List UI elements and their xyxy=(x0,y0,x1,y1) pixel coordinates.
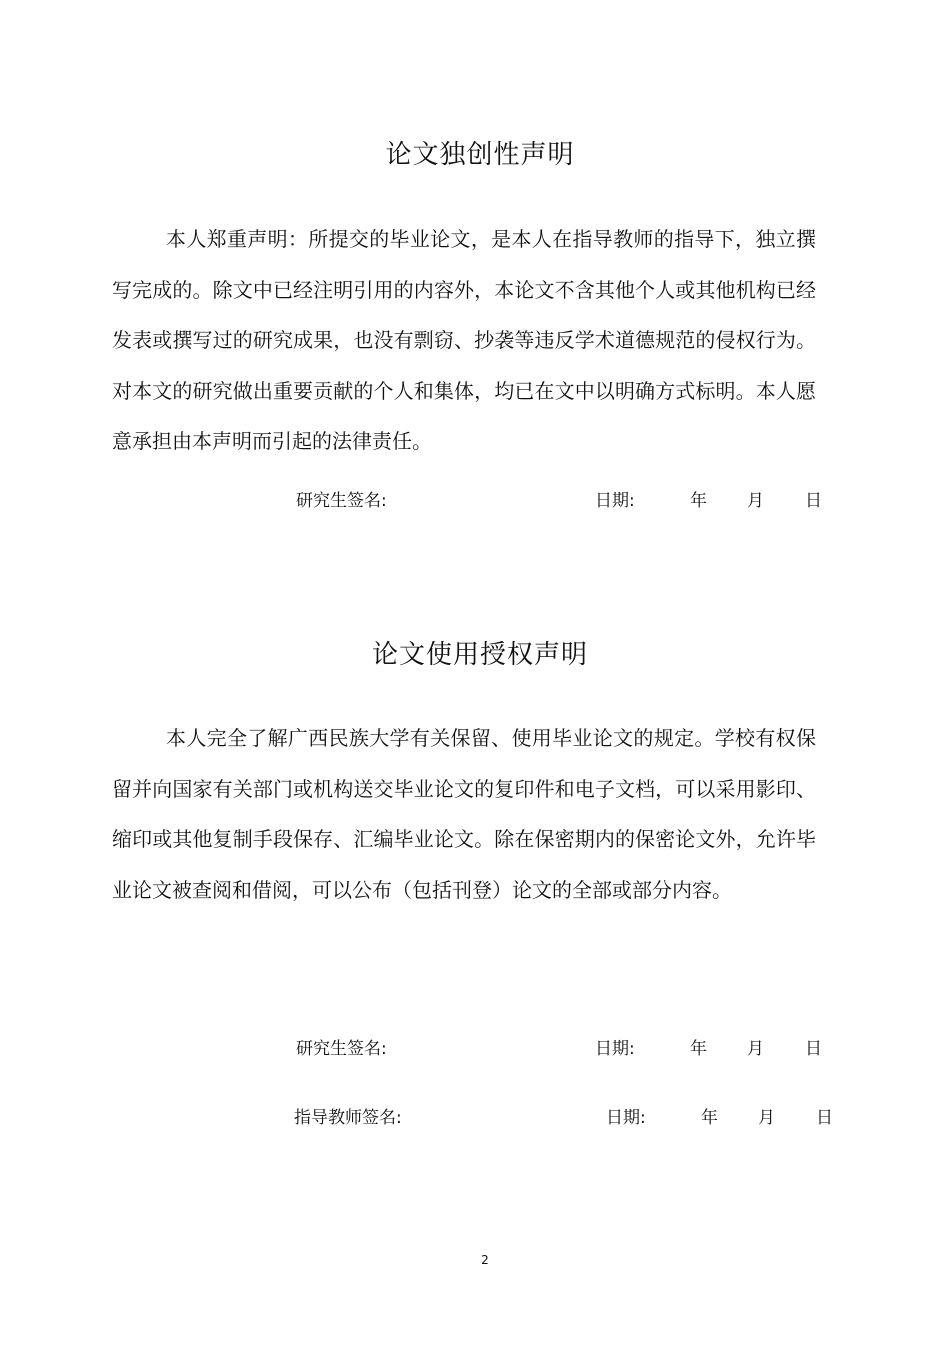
month-label: 月 xyxy=(747,491,764,511)
date-label: 日期: xyxy=(595,1039,635,1059)
advisor-signature-label: 指导教师签名: xyxy=(294,1108,402,1128)
month-label: 月 xyxy=(747,1039,764,1059)
day-label: 日 xyxy=(805,491,822,511)
day-label: 日 xyxy=(816,1108,833,1128)
date-label: 日期: xyxy=(595,491,635,511)
student-signature-label: 研究生签名: xyxy=(296,1039,387,1059)
authorization-student-signature-row xyxy=(0,1036,950,1062)
day-label: 日 xyxy=(805,1039,822,1059)
page-number: 2 xyxy=(481,1253,489,1267)
month-label: 月 xyxy=(758,1108,775,1128)
authorization-advisor-signature-row xyxy=(0,1105,950,1131)
originality-signature-row xyxy=(0,488,950,514)
authorization-title: 论文使用授权声明 xyxy=(371,640,588,671)
originality-statement-body: 本人郑重声明：所提交的毕业论文，是本人在指导教师的指导下，独立撰写完成的。除文中已经注明引用的内容外，本论文不含其他个人或其他机构已经发表或撰写过的研究成果，也没有剽窃、抄袭等违反学术道德规范的侵权行为。对本文的研究做出重要贡献的个人和集体，均已在文中以明确方式标明。本人愿意承担由本声明而引起的法律责任。 xyxy=(112,227,816,453)
student-signature-label: 研究生签名: xyxy=(296,491,387,511)
year-label: 年 xyxy=(690,1039,707,1059)
year-label: 年 xyxy=(690,491,707,511)
year-label: 年 xyxy=(701,1108,718,1128)
date-label: 日期: xyxy=(606,1108,646,1128)
originality-title: 论文独创性声明 xyxy=(385,140,575,171)
authorization-statement-body: 本人完全了解广西民族大学有关保留、使用毕业论文的规定。学校有权保留并向国家有关部门或机构送交毕业论文的复印件和电子文档，可以采用影印、缩印或其他复制手段保存、汇编毕业论文。除在保密期内的保密论文外，允许毕业论文被查阅和借阅，可以公布（包括刊登）论文的全部或部分内容。 xyxy=(112,726,816,902)
